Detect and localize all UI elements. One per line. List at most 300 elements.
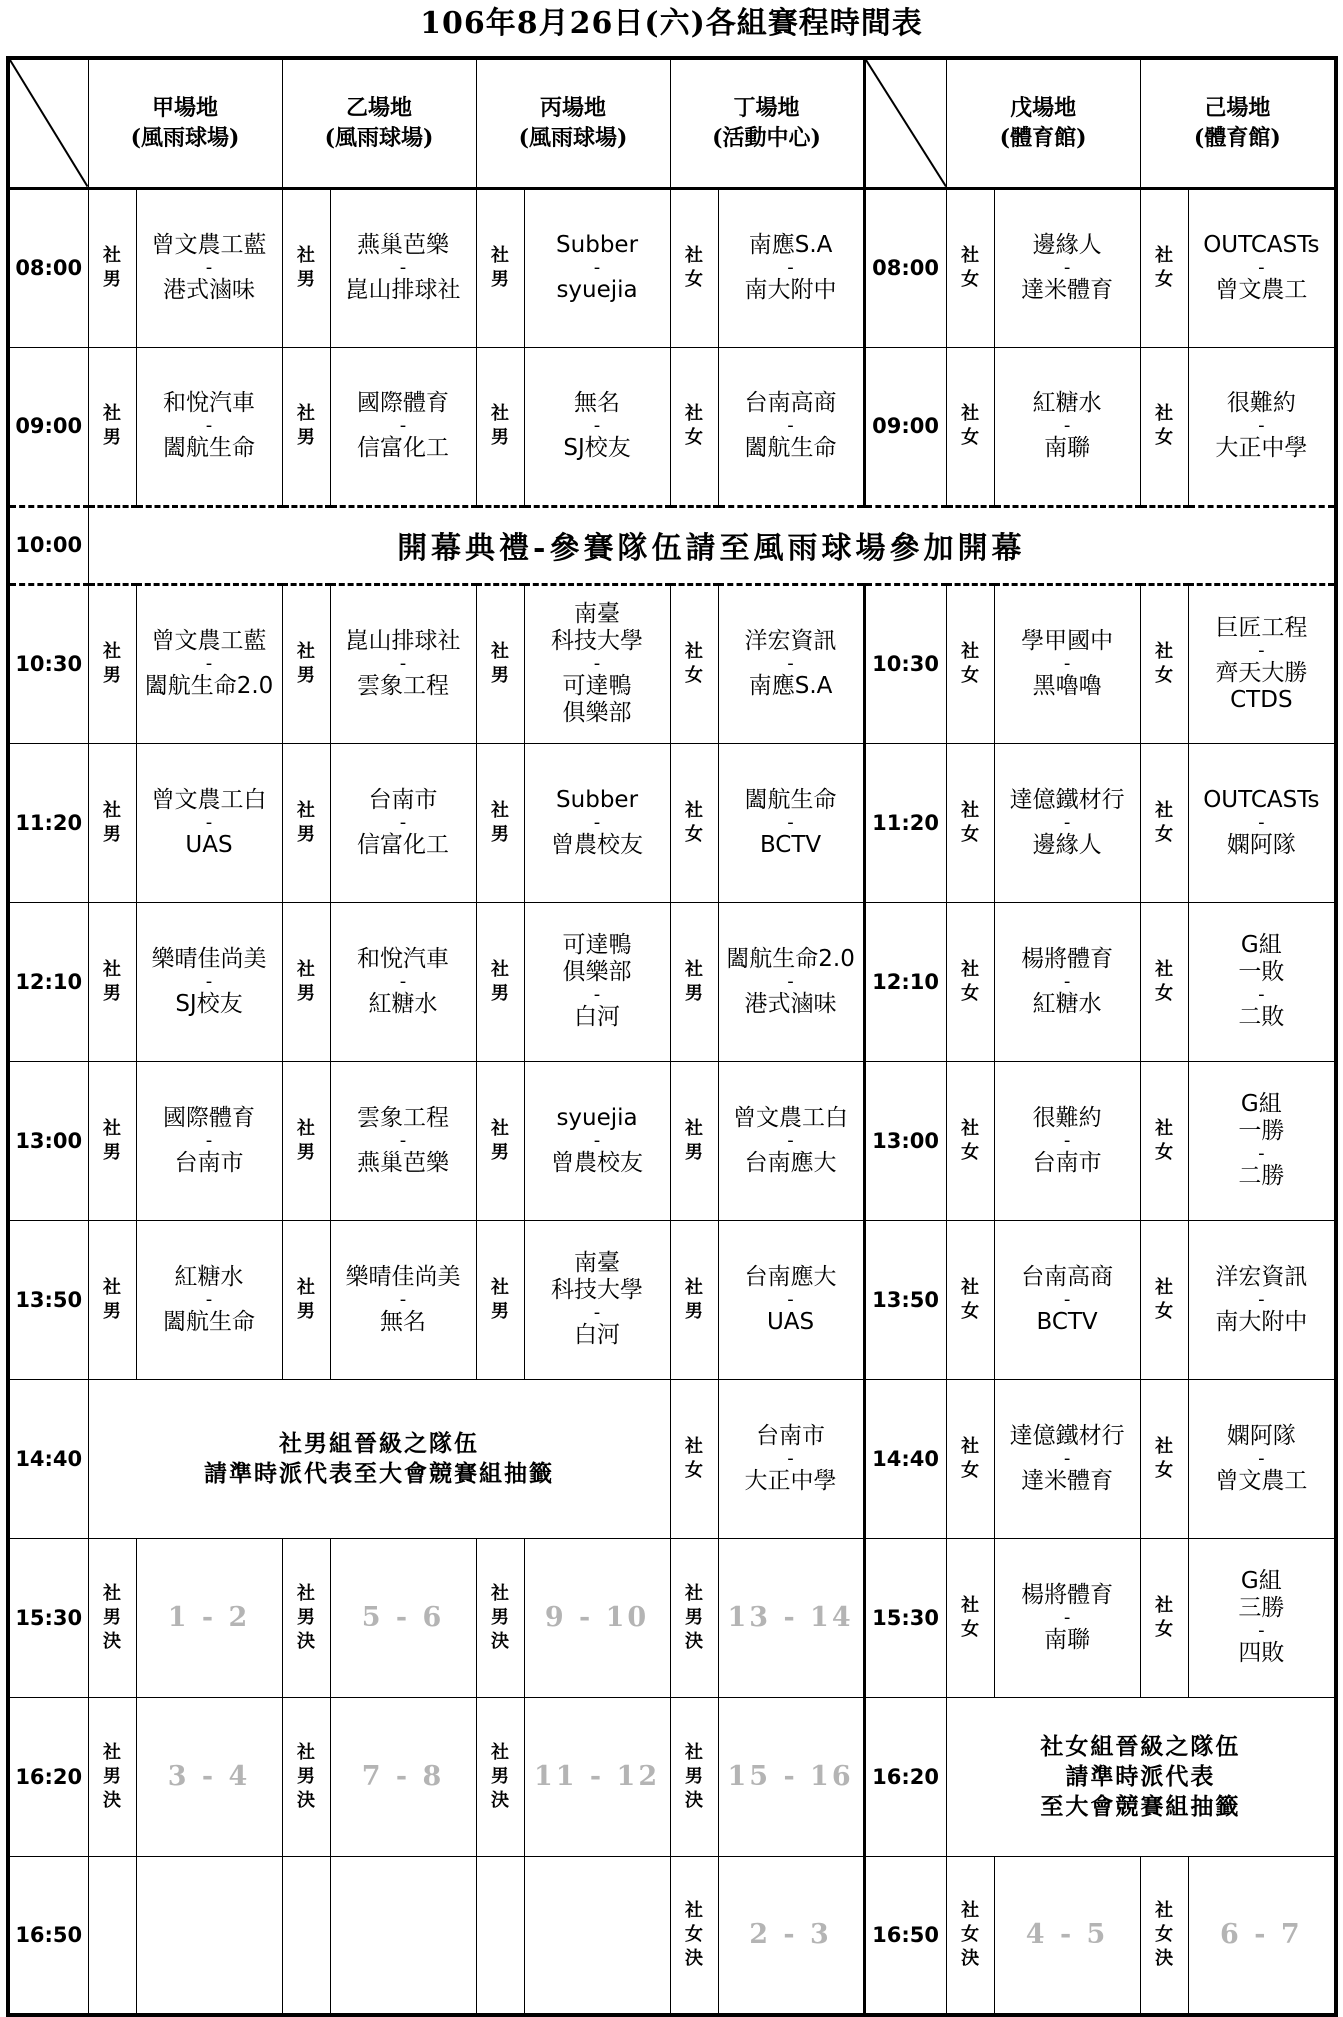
venue-location: (風雨球場) [130,125,240,152]
vs-dash: - [1258,1447,1265,1469]
schedule-row [8,1220,1336,1379]
notice-line: 社男組晉級之隊伍 [279,1429,480,1457]
division-char: 社 [103,403,121,424]
division-cell [1140,1379,1188,1538]
division-char: 社 [103,245,121,266]
division-cell [88,584,136,743]
division-char: 社 [103,1741,121,1763]
time-cell: 10:30 [8,584,88,743]
division-char: 社 [961,641,980,662]
vs-dash: - [1258,415,1265,436]
team-1 [995,946,1140,973]
vs-dash: - [593,257,601,278]
match-cell [524,1220,670,1379]
venue-header [282,58,476,188]
vs-dash: - [1063,653,1071,674]
division-cell [282,1697,330,1856]
team-1 [137,390,282,417]
division-char: 男 [103,1300,121,1322]
team-2 [719,277,863,304]
team-name-line: 科技大學 [551,628,644,654]
team-1 [995,1264,1140,1291]
match-cell [718,1379,864,1538]
team-name-line: 台南應大 [744,1263,837,1290]
team-2 [995,1150,1140,1177]
division-char: 社 [297,958,316,980]
match-cell [718,188,864,347]
team-name-line: 曾文農工白 [151,786,267,813]
venue-header [946,58,1140,188]
team-name-line: 台南市 [756,1422,826,1449]
vs-dash: - [787,1288,794,1310]
division-char: 社 [961,958,980,980]
team-name-line: 二勝 [1238,1163,1285,1189]
ceremony-row [8,506,1336,584]
team-name-line: 曾文農工藍 [151,628,267,654]
division-cell [88,1697,136,1856]
division-cell [88,188,136,347]
division-char: 社 [103,799,121,821]
division-char: 社 [685,1117,704,1139]
team-name-line: OUTCASTs [1203,786,1320,813]
vs-dash: - [205,415,213,436]
match-cell [1188,743,1336,902]
team-2 [525,673,670,727]
venue-location: (體育館) [1193,125,1281,152]
vs-dash: - [399,653,407,674]
division-char: 社 [1155,1276,1174,1298]
final-match-cell: 6 - 7 [1188,1856,1336,2015]
team-name-line: 一敗 [1238,959,1285,985]
team-name-line: 和悅汽車 [357,945,450,972]
team-2 [137,673,282,700]
division-char: 男 [297,269,316,290]
vs-dash: - [593,984,601,1005]
venue-name: 己場地 [1204,95,1271,122]
venue-header [476,58,670,188]
division-char: 女 [685,269,704,290]
notice-line: 請準時派代表至大會競賽組抽籤 [204,1459,555,1487]
team-1 [995,390,1140,417]
division-char: 決 [297,1789,316,1811]
division-char: 社 [491,1741,510,1763]
division-char: 女 [961,1618,980,1640]
division-char: 社 [961,1276,980,1298]
division-char: 男 [297,982,316,1004]
final-match-cell: 3 - 4 [136,1697,282,1856]
division-char: 男 [103,823,121,845]
team-name-line: SJ校友 [563,435,631,461]
team-name-line: 曾文農工藍 [151,232,267,258]
team-name-line: 達米體育 [1021,1467,1114,1494]
team-name-line: 崑山排球社 [345,628,461,654]
division-char: 女 [1155,1923,1174,1945]
team-name-line: 紅糖水 [368,990,438,1017]
team-2 [1189,277,1335,304]
vs-dash: - [399,415,407,436]
team-1 [525,601,670,655]
team-name-line: 齊天大勝 [1215,659,1308,686]
diagonal-line [866,60,946,187]
team-name-line: 南應S.A [748,673,833,699]
division-cell [88,743,136,902]
division-char: 社 [1155,641,1174,662]
team-name-line: 大正中學 [744,1467,837,1494]
time-cell: 13:50 [864,1220,946,1379]
division-char: 社 [685,641,704,662]
team-name-line: 三勝 [1238,1595,1285,1621]
time-cell: 10:00 [8,506,88,584]
team-2 [331,673,476,700]
match-cell [136,347,282,506]
team-name-line: SJ校友 [175,990,243,1017]
division-cell [946,743,994,902]
division-cell [670,188,718,347]
team-1 [137,232,282,259]
division-char: 男 [685,1141,704,1163]
vs-dash: - [1063,415,1071,436]
team-name-line: 可達鴨 [562,673,632,699]
team-2 [995,991,1140,1018]
team-1 [525,1105,670,1132]
division-cell [476,1061,524,1220]
team-name-line: 曾農校友 [551,1149,644,1176]
time-cell: 13:50 [8,1220,88,1379]
page-title: 106年8月26日(六)各組賽程時間表 [420,6,923,41]
division-cell [670,1538,718,1697]
time-cell: 15:30 [864,1538,946,1697]
team-1 [1189,932,1335,986]
team-name-line: 南大附中 [1215,1308,1308,1335]
match-cell [1188,902,1336,1061]
division-char: 社 [297,641,316,662]
vs-dash: - [787,257,794,278]
team-name-line: 達億鐵材行 [1009,786,1125,813]
vs-dash: - [1063,1447,1071,1469]
division-char: 男 [491,665,510,686]
division-cell [282,902,330,1061]
match-cell [718,743,864,902]
division-char: 社 [685,1276,704,1298]
match-cell [994,1379,1140,1538]
division-char: 男 [491,982,510,1004]
team-2 [995,1468,1140,1495]
team-name-line: 台南高商 [1021,1263,1114,1290]
division-char: 男 [491,269,510,290]
team-name-line: 大正中學 [1215,435,1308,461]
match-cell [994,1061,1140,1220]
team-2 [331,832,476,859]
team-1 [1189,1568,1335,1622]
venue-header [88,58,282,188]
division-cell [946,1538,994,1697]
team-name-line: 無名 [574,390,621,416]
vs-dash: - [1258,257,1265,278]
venue-name: 戊場地 [1010,95,1077,122]
team-2 [1189,1309,1335,1336]
team-name-line: CTDS [1230,686,1293,713]
division-cell [946,584,994,743]
time-cell: 09:00 [8,347,88,506]
team-name-line: 台南市 [368,786,438,813]
division-char: 決 [103,1789,121,1811]
team-name-line: 南大附中 [744,277,837,303]
vs-dash: - [1063,970,1071,992]
division-cell [476,1220,524,1379]
venue-name: 丁場地 [733,95,800,122]
team-name-line: 雲象工程 [357,1104,450,1131]
vs-dash: - [205,1129,213,1151]
match-cell [718,1220,864,1379]
team-name-line: 曾農校友 [551,831,644,858]
team-name-line: 台南市 [1032,1149,1102,1176]
match-cell [330,584,476,743]
team-name-line: 國際體育 [357,390,450,416]
division-char: 男 [103,665,121,686]
team-name-line: Subber [556,232,639,258]
division-char: 男 [103,1765,121,1787]
division-cell [282,1061,330,1220]
diagonal-line [10,60,88,187]
team-1 [525,932,670,986]
schedule-row [8,1856,1336,2015]
division-char: 社 [1155,1435,1174,1457]
division-char: 男 [297,1141,316,1163]
team-name-line: BCTV [759,831,822,858]
division-char: 社 [297,1582,316,1604]
division-char: 女 [1155,427,1174,448]
team-1 [331,1105,476,1132]
team-2 [331,1309,476,1336]
division-cell [670,1856,718,2015]
vs-dash: - [1258,639,1265,661]
team-name-line: 曾文農工 [1215,1467,1308,1494]
division-cell [946,1220,994,1379]
division-char: 社 [1155,1594,1174,1616]
team-name-line: 曾文農工 [1215,277,1308,303]
division-cell [88,347,136,506]
team-name-line: 樂晴佳尚美 [345,1263,461,1290]
team-2 [1189,660,1335,714]
division-char: 社 [103,1276,121,1298]
division-char: 社 [961,1435,980,1457]
division-cell [946,1856,994,2015]
division-cell [1140,902,1188,1061]
division-char: 社 [1155,1899,1174,1921]
time-cell: 14:40 [864,1379,946,1538]
vs-dash: - [593,1129,601,1151]
team-2 [995,832,1140,859]
division-char: 女 [1155,1141,1174,1163]
division-cell [476,1538,524,1697]
team-name-line: 洋宏資訊 [1215,1263,1308,1290]
team-2 [1189,1163,1335,1190]
division-char: 社 [297,245,316,266]
division-cell [670,1697,718,1856]
division-char: 社 [961,245,980,266]
team-1 [137,628,282,655]
team-1 [1189,232,1335,259]
team-name-line: 一勝 [1238,1118,1285,1144]
division-char: 社 [491,958,510,980]
team-1 [719,390,863,417]
division-char: 決 [297,1630,316,1652]
team-1 [995,1105,1140,1132]
division-char: 社 [297,1741,316,1763]
team-name-line: 闔航生命2.0 [726,945,855,972]
division-cell [946,1379,994,1538]
team-2 [995,1309,1140,1336]
empty-cell [476,1856,524,2015]
corner-diagonal-cell [8,58,88,188]
team-1 [1189,1091,1335,1145]
division-char: 男 [491,427,510,448]
division-char: 決 [961,1947,980,1969]
team-2 [137,1150,282,1177]
team-name-line: syuejia [556,277,638,303]
time-cell: 14:40 [8,1379,88,1538]
team-name-line: 闔航生命2.0 [144,673,274,699]
division-cell [88,902,136,1061]
match-cell [330,902,476,1061]
notice-line: 請準時派代表 [1065,1762,1216,1790]
match-cell [1188,1538,1336,1697]
notice-line: 至大會競賽組抽籤 [1040,1792,1241,1820]
team-1 [331,628,476,655]
division-char: 社 [961,1117,980,1139]
team-2 [137,832,282,859]
team-2 [719,435,863,462]
team-name-line: OUTCASTs [1203,232,1320,258]
match-cell [330,743,476,902]
team-name-line: UAS [185,831,233,858]
division-char: 男 [297,427,316,448]
division-char: 社 [491,641,510,662]
team-name-line: 紅糖水 [1032,990,1102,1017]
schedule-row [8,1538,1336,1697]
division-char: 男 [297,823,316,845]
team-2 [995,673,1140,700]
venue-location: (風雨球場) [324,125,434,152]
division-char: 社 [1155,1117,1174,1139]
team-name-line: 達米體育 [1021,277,1114,303]
division-char: 女 [685,1923,704,1945]
vs-dash: - [593,653,601,674]
division-char: 社 [961,403,980,424]
division-char: 社 [491,403,510,424]
vs-dash: - [1258,811,1265,833]
division-char: 男 [685,1300,704,1322]
schedule-row [8,347,1336,506]
final-match-cell: 7 - 8 [330,1697,476,1856]
division-char: 女 [961,1141,980,1163]
team-2 [719,1468,863,1495]
vs-dash: - [205,257,213,278]
division-cell [88,1220,136,1379]
division-cell [1140,1538,1188,1697]
team-1 [719,787,863,814]
division-char: 社 [491,1117,510,1139]
vs-dash: - [1258,984,1265,1005]
division-char: 決 [103,1630,121,1652]
final-match-cell: 2 - 3 [718,1856,864,2015]
match-cell [330,1061,476,1220]
header-row [8,58,1336,188]
division-cell [476,743,524,902]
match-cell [136,902,282,1061]
venue-location: (活動中心) [712,125,821,152]
team-name-line: 學甲國中 [1021,628,1114,654]
division-char: 社 [297,799,316,821]
division-cell [670,584,718,743]
division-char: 社 [685,1582,704,1604]
match-cell [718,1061,864,1220]
vs-dash: - [205,970,213,992]
vs-dash: - [787,653,794,674]
division-char: 男 [685,1606,704,1628]
team-1 [995,232,1140,259]
division-char: 女 [685,665,704,686]
time-cell: 13:00 [864,1061,946,1220]
team-2 [525,832,670,859]
division-char: 女 [961,427,980,448]
division-char: 社 [491,1582,510,1604]
schedule-row [8,902,1336,1061]
team-1 [719,628,863,655]
division-char: 女 [1155,1618,1174,1640]
division-char: 社 [961,799,980,821]
division-char: 決 [685,1630,704,1652]
division-cell [946,1061,994,1220]
match-cell [718,347,864,506]
time-cell: 16:50 [864,1856,946,2015]
match-cell [136,743,282,902]
team-1 [995,1423,1140,1450]
division-cell [88,1538,136,1697]
vs-dash: - [205,653,213,674]
time-cell: 12:10 [864,902,946,1061]
team-2 [1189,1004,1335,1031]
match-cell [330,1220,476,1379]
match-cell [994,1538,1140,1697]
division-cell [1140,188,1188,347]
team-name-line: 信富化工 [357,831,450,858]
team-name-line: 雲象工程 [357,673,450,699]
division-char: 女 [1155,823,1174,845]
division-char: 女 [1155,269,1174,290]
venue-name: 乙場地 [346,95,413,122]
team-name-line: 闔航生命 [744,786,837,813]
team-name-line: G組 [1240,1091,1282,1117]
team-1 [719,232,863,259]
division-cell [282,743,330,902]
schedule-row [8,743,1336,902]
team-1 [719,1423,863,1450]
team-name-line: 嫻阿隊 [1226,831,1296,858]
match-cell [136,188,282,347]
team-name-line: 紅糖水 [174,1263,244,1290]
vs-dash: - [787,415,794,436]
division-cell [1140,743,1188,902]
division-cell [946,188,994,347]
team-name-line: 國際體育 [163,1104,255,1131]
division-char: 男 [685,1765,704,1787]
time-cell: 15:30 [8,1538,88,1697]
time-cell: 08:00 [8,188,88,347]
team-name-line: 邊緣人 [1032,232,1102,258]
team-name-line: 台南應大 [744,1149,837,1176]
division-char: 決 [491,1789,510,1811]
